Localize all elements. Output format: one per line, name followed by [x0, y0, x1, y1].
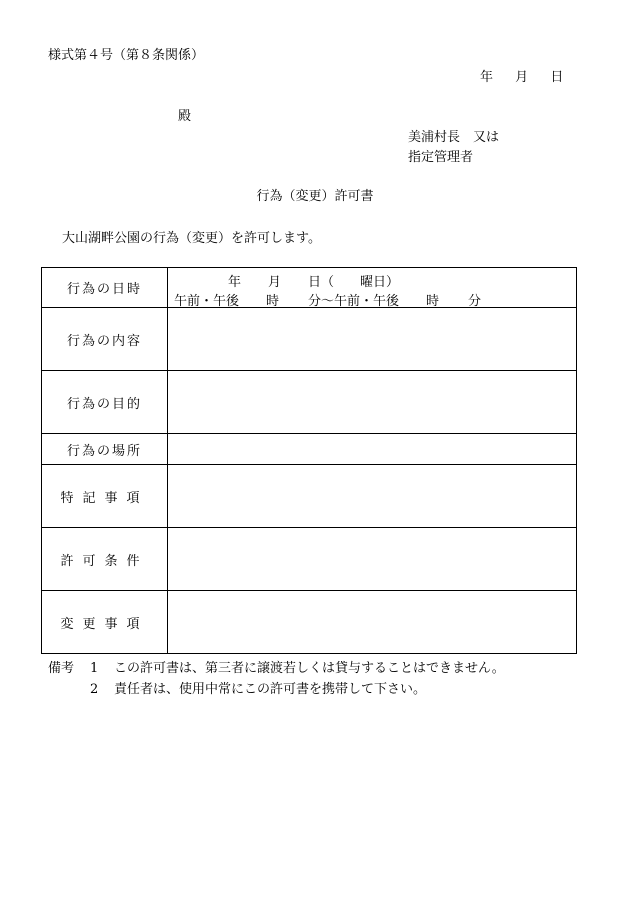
table-row: [42, 308, 577, 371]
datetime-month: 月: [268, 275, 282, 290]
row-value-place[interactable]: [168, 434, 577, 465]
addressee-suffix: 殿: [178, 109, 192, 124]
row-label-place: 行為の場所: [42, 434, 168, 465]
row-label-changes: 変更事項: [42, 591, 168, 654]
datetime-day: 日（: [308, 275, 335, 290]
row-label-content: 行為の内容: [42, 308, 168, 371]
row-label-special-notes: 特記事項: [42, 465, 168, 528]
note-number: 2: [90, 682, 99, 697]
note-text: この許可書は、第三者に譲渡若しくは貸与することはできません。: [114, 661, 505, 676]
notes-heading: 備考: [48, 661, 75, 676]
table-row: [42, 371, 577, 434]
datetime-ampm-1: 午前・午後: [174, 294, 240, 309]
datetime-cell: [168, 268, 577, 308]
datetime-weekday: 曜日）: [360, 275, 400, 290]
datetime-min-2: 分: [468, 294, 482, 309]
row-value-purpose[interactable]: [168, 371, 577, 434]
date-month: 月: [515, 70, 529, 85]
issue-date: [480, 70, 563, 86]
datetime-min-1-to: 分～午前・午後: [308, 294, 400, 309]
date-year: 年: [480, 70, 494, 85]
note-number: 1: [90, 661, 99, 676]
table-row: [42, 465, 577, 528]
row-value-special-notes[interactable]: [168, 465, 577, 528]
row-label-conditions: 許可条件: [42, 528, 168, 591]
row-value-changes[interactable]: [168, 591, 577, 654]
row-value-content[interactable]: [168, 308, 577, 371]
table-row: [42, 591, 577, 654]
date-day: 日: [550, 70, 564, 85]
row-value-conditions[interactable]: [168, 528, 577, 591]
form-number: 様式第４号（第８条関係）: [48, 48, 205, 63]
issuer-line-1: 美浦村長 又は: [408, 130, 500, 145]
row-label-purpose: 行為の目的: [42, 371, 168, 434]
issuer-line-2: 指定管理者: [408, 150, 474, 165]
datetime-hour-2: 時: [426, 294, 440, 309]
note-text: 責任者は、使用中常にこの許可書を携帯して下さい。: [114, 682, 427, 697]
table-row-datetime: [42, 268, 577, 308]
table-row: [42, 434, 577, 465]
permit-table: [41, 267, 577, 654]
document-title: 行為（変更）許可書: [256, 189, 374, 204]
body-text: 大山湖畔公園の行為（変更）を許可します。: [62, 231, 321, 246]
datetime-label: 行為の日時: [42, 268, 168, 308]
table-row: [42, 528, 577, 591]
datetime-year: 年: [228, 275, 242, 290]
datetime-hour-1: 時: [266, 294, 280, 309]
